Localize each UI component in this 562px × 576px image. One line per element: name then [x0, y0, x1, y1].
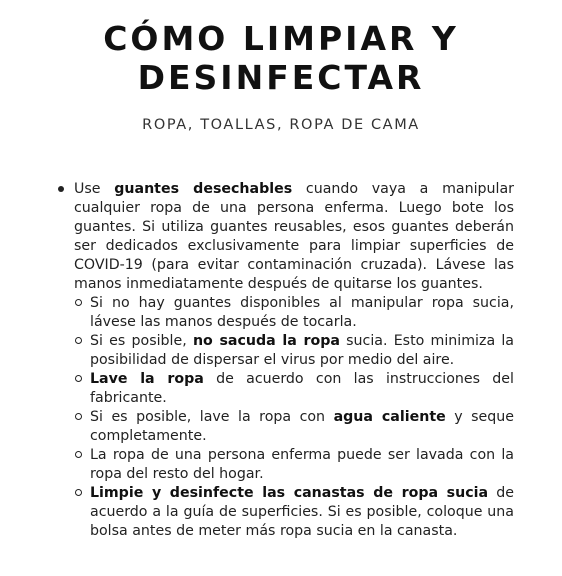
sub-bullet-item-2 — [74, 332, 514, 370]
bullet-circle-icon — [75, 413, 82, 420]
bullet-circle-icon — [75, 337, 82, 344]
sub-bullet-list — [74, 294, 514, 541]
sub-bullet-bold-text: Lave la ropa — [90, 371, 204, 387]
main-bullet-item — [58, 180, 514, 541]
sub-bullet-item-4 — [74, 408, 514, 446]
page-title-line-1: CÓMO LIMPIAR Y — [103, 19, 459, 58]
sub-bullet-item-6 — [74, 484, 514, 541]
sub-bullet-bold-text: Limpie y desinfecte las canastas de ropa sucia — [90, 485, 489, 501]
bullet-circle-icon — [75, 299, 82, 306]
sub-bullet-bold-text: agua caliente — [333, 409, 446, 425]
sub-bullet-text: Si es posible, — [90, 333, 193, 349]
sub-bullet-text: de acuerdo con las instrucciones del fabricante. — [90, 371, 514, 406]
bullet-text: Use — [74, 181, 115, 197]
sub-bullet-text: de acuerdo a la guía de superficies. Si es posible, coloque una bolsa antes de meter más ropa sucia en la canasta. — [90, 485, 514, 539]
sub-bullet-text: La ropa de una persona enferma puede ser lavada con la ropa del resto del hogar. — [90, 447, 514, 482]
sub-bullet-item-3 — [74, 370, 514, 408]
sub-bullet-bold-text: no sacuda la ropa — [192, 333, 340, 349]
bullet-circle-icon — [75, 451, 82, 458]
bullet-dot-icon — [58, 186, 64, 192]
bullet-bold-text: guantes desechables — [114, 181, 293, 197]
sub-bullet-text: sucia. Esto minimiza la posibilidad de dispersar el virus por medio del aire. — [90, 333, 514, 368]
sub-bullet-text: Si no hay guantes disponibles al manipular ropa sucia, lávese las manos después de tocarla. — [90, 295, 514, 330]
sub-bullet-item-1 — [74, 294, 514, 332]
bullet-circle-icon — [75, 375, 82, 382]
page-title-line-2: DESINFECTAR — [137, 58, 425, 97]
instructions-content — [58, 180, 514, 541]
bullet-text: cuando vaya a manipular cualquier ropa de una persona enferma. Luego bote los guantes. Si utiliza guantes reusables, esos guantes deberán ser dedicados exclusivamente para limpiar superficies de COVID-19 (para evitar contaminación cruzada). Lávese las manos inmediatamente después de quitarse los guantes. — [74, 181, 515, 292]
sub-bullet-text: y seque completamente. — [90, 409, 514, 444]
sub-bullet-item-5 — [74, 446, 514, 484]
bullet-circle-icon — [75, 489, 82, 496]
main-bullet-list — [58, 180, 514, 541]
page-subtitle: ROPA, TOALLAS, ROPA DE CAMA — [142, 117, 420, 133]
sub-bullet-text: Si es posible, lave la ropa con — [90, 409, 334, 425]
